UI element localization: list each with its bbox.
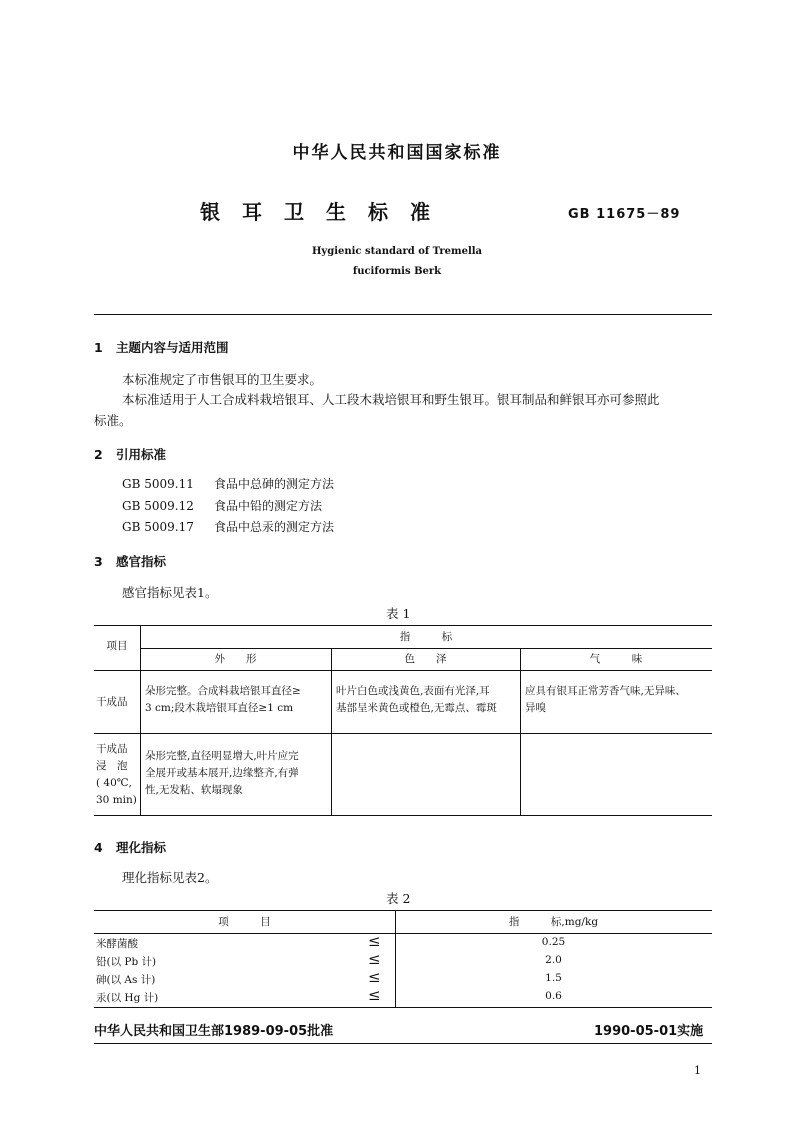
- reference-name: 食品中铅的测定方法: [214, 499, 323, 513]
- section-4-title: 理化指标: [116, 840, 167, 855]
- section-3-paragraph: 感官指标见表1。: [122, 585, 218, 600]
- header-divider: [94, 314, 712, 315]
- table-1-col-shape: 外 形: [214, 653, 257, 665]
- table-2-caption: 表 2: [386, 891, 411, 906]
- table-1-rule: [520, 648, 521, 815]
- page-number: 1: [694, 1064, 701, 1077]
- table-1-header-index: 指 标: [399, 631, 453, 643]
- table-1-row-1-color: 叶片白色或浅黄色,表面有光泽,耳 基部呈米黄色或橙色,无霉点、霉斑: [336, 685, 497, 714]
- table-1-rule: [94, 670, 712, 671]
- english-title-line-2: fuciformis Berk: [352, 266, 442, 277]
- table-1-row-1-shape: 朵形完整。合成料栽培银耳直径≥ 3 cm;段木栽培银耳直径≥1 cm: [145, 685, 301, 714]
- table-1-col-color: 色 泽: [404, 653, 447, 665]
- table-2-rule: [94, 1007, 712, 1008]
- table-1-rule: [140, 648, 712, 649]
- section-3-number: 3: [94, 554, 103, 569]
- table-2-row-value: 2.0: [545, 954, 562, 966]
- table-1-row-1-item: 干成品: [96, 696, 128, 708]
- table-1-rule: [94, 815, 712, 816]
- table-2-row-item: 米酵菌酸: [96, 938, 138, 950]
- table-2-row-value: 1.5: [545, 972, 562, 984]
- section-1-number: 1: [94, 340, 103, 355]
- table-2-row-operator: ≤: [368, 932, 381, 950]
- table-2-row-operator: ≤: [368, 986, 381, 1004]
- reference-name: 食品中总砷的测定方法: [214, 477, 335, 491]
- table-1-caption: 表 1: [386, 606, 411, 621]
- english-title-line-1: Hygienic standard of Tremella: [311, 246, 483, 257]
- section-1-paragraph-1: 本标准规定了市售银耳的卫生要求。: [122, 372, 323, 387]
- table-2-rule: [94, 933, 712, 934]
- section-4-paragraph: 理化指标见表2。: [122, 870, 218, 885]
- reference-name: 食品中总汞的测定方法: [214, 520, 335, 534]
- table-1-col-smell: 气 味: [589, 653, 643, 665]
- table-1-row-2-shape: 朵形完整,直径明显增大,叶片应完 全展开或基本展开,边缘整齐,有弹 性,无发粘、软塌现象: [145, 750, 299, 796]
- reference-code: GB 5009.17: [122, 520, 194, 534]
- table-1-row-2-item: 干成品 浸 泡 ( 40℃, 30 min): [96, 743, 137, 806]
- table-2-rule: [94, 910, 712, 911]
- section-3-heading: [94, 552, 166, 570]
- org-title: 中华人民共和国国家标准: [292, 143, 502, 163]
- section-4-heading: [94, 838, 166, 856]
- section-2-title: 引用标准: [116, 447, 167, 462]
- table-2-row-value: 0.6: [545, 990, 562, 1002]
- table-1-rule: [94, 625, 712, 626]
- table-2-row-operator: ≤: [368, 950, 381, 968]
- section-2-number: 2: [94, 447, 103, 462]
- table-2-row-operator: ≤: [368, 968, 381, 986]
- table-1-rule: [331, 648, 332, 815]
- table-2-row-item: 铅(以 Pb 计): [96, 956, 157, 968]
- approval-note: 中华人民共和国卫生部1989-09-05批准: [94, 1024, 334, 1039]
- footer-divider: [94, 1043, 712, 1044]
- table-1-row-1-smell: 应具有银耳正常芳香气味,无异味、 异嗅: [525, 685, 686, 714]
- reference-code: GB 5009.12: [122, 499, 194, 513]
- section-4-number: 4: [94, 840, 103, 855]
- effective-date: 1990-05-01实施: [594, 1024, 704, 1039]
- table-2-header-index: 指 标,mg/kg: [508, 916, 599, 928]
- section-3-title: 感官指标: [116, 554, 167, 569]
- section-1-paragraph-2-line-2: 标准。: [94, 413, 132, 428]
- reference-code: GB 5009.11: [122, 477, 194, 491]
- reference-item: [122, 497, 322, 514]
- standard-title: 银耳卫生标准: [200, 200, 452, 224]
- section-1-paragraph-2-line-1: 本标准适用于人工合成料栽培银耳、人工段木栽培银耳和野生银耳。银耳制品和鲜银耳亦可参照此: [122, 392, 660, 407]
- reference-item: [122, 475, 334, 492]
- table-2-header-item: 项 目: [218, 916, 271, 928]
- table-2-row-item: 汞(以 Hg 计): [96, 992, 159, 1004]
- section-1-title: 主题内容与适用范围: [116, 340, 229, 355]
- table-1-header-item: 项目: [106, 640, 128, 652]
- standard-code: GB 11675－89: [568, 207, 681, 222]
- table-2-row-item: 砷(以 As 计): [96, 974, 156, 986]
- table-1-rule: [94, 733, 712, 734]
- section-1-heading: [94, 338, 229, 356]
- reference-item: [122, 518, 334, 535]
- section-2-heading: [94, 445, 166, 463]
- table-2-row-value: 0.25: [541, 936, 566, 948]
